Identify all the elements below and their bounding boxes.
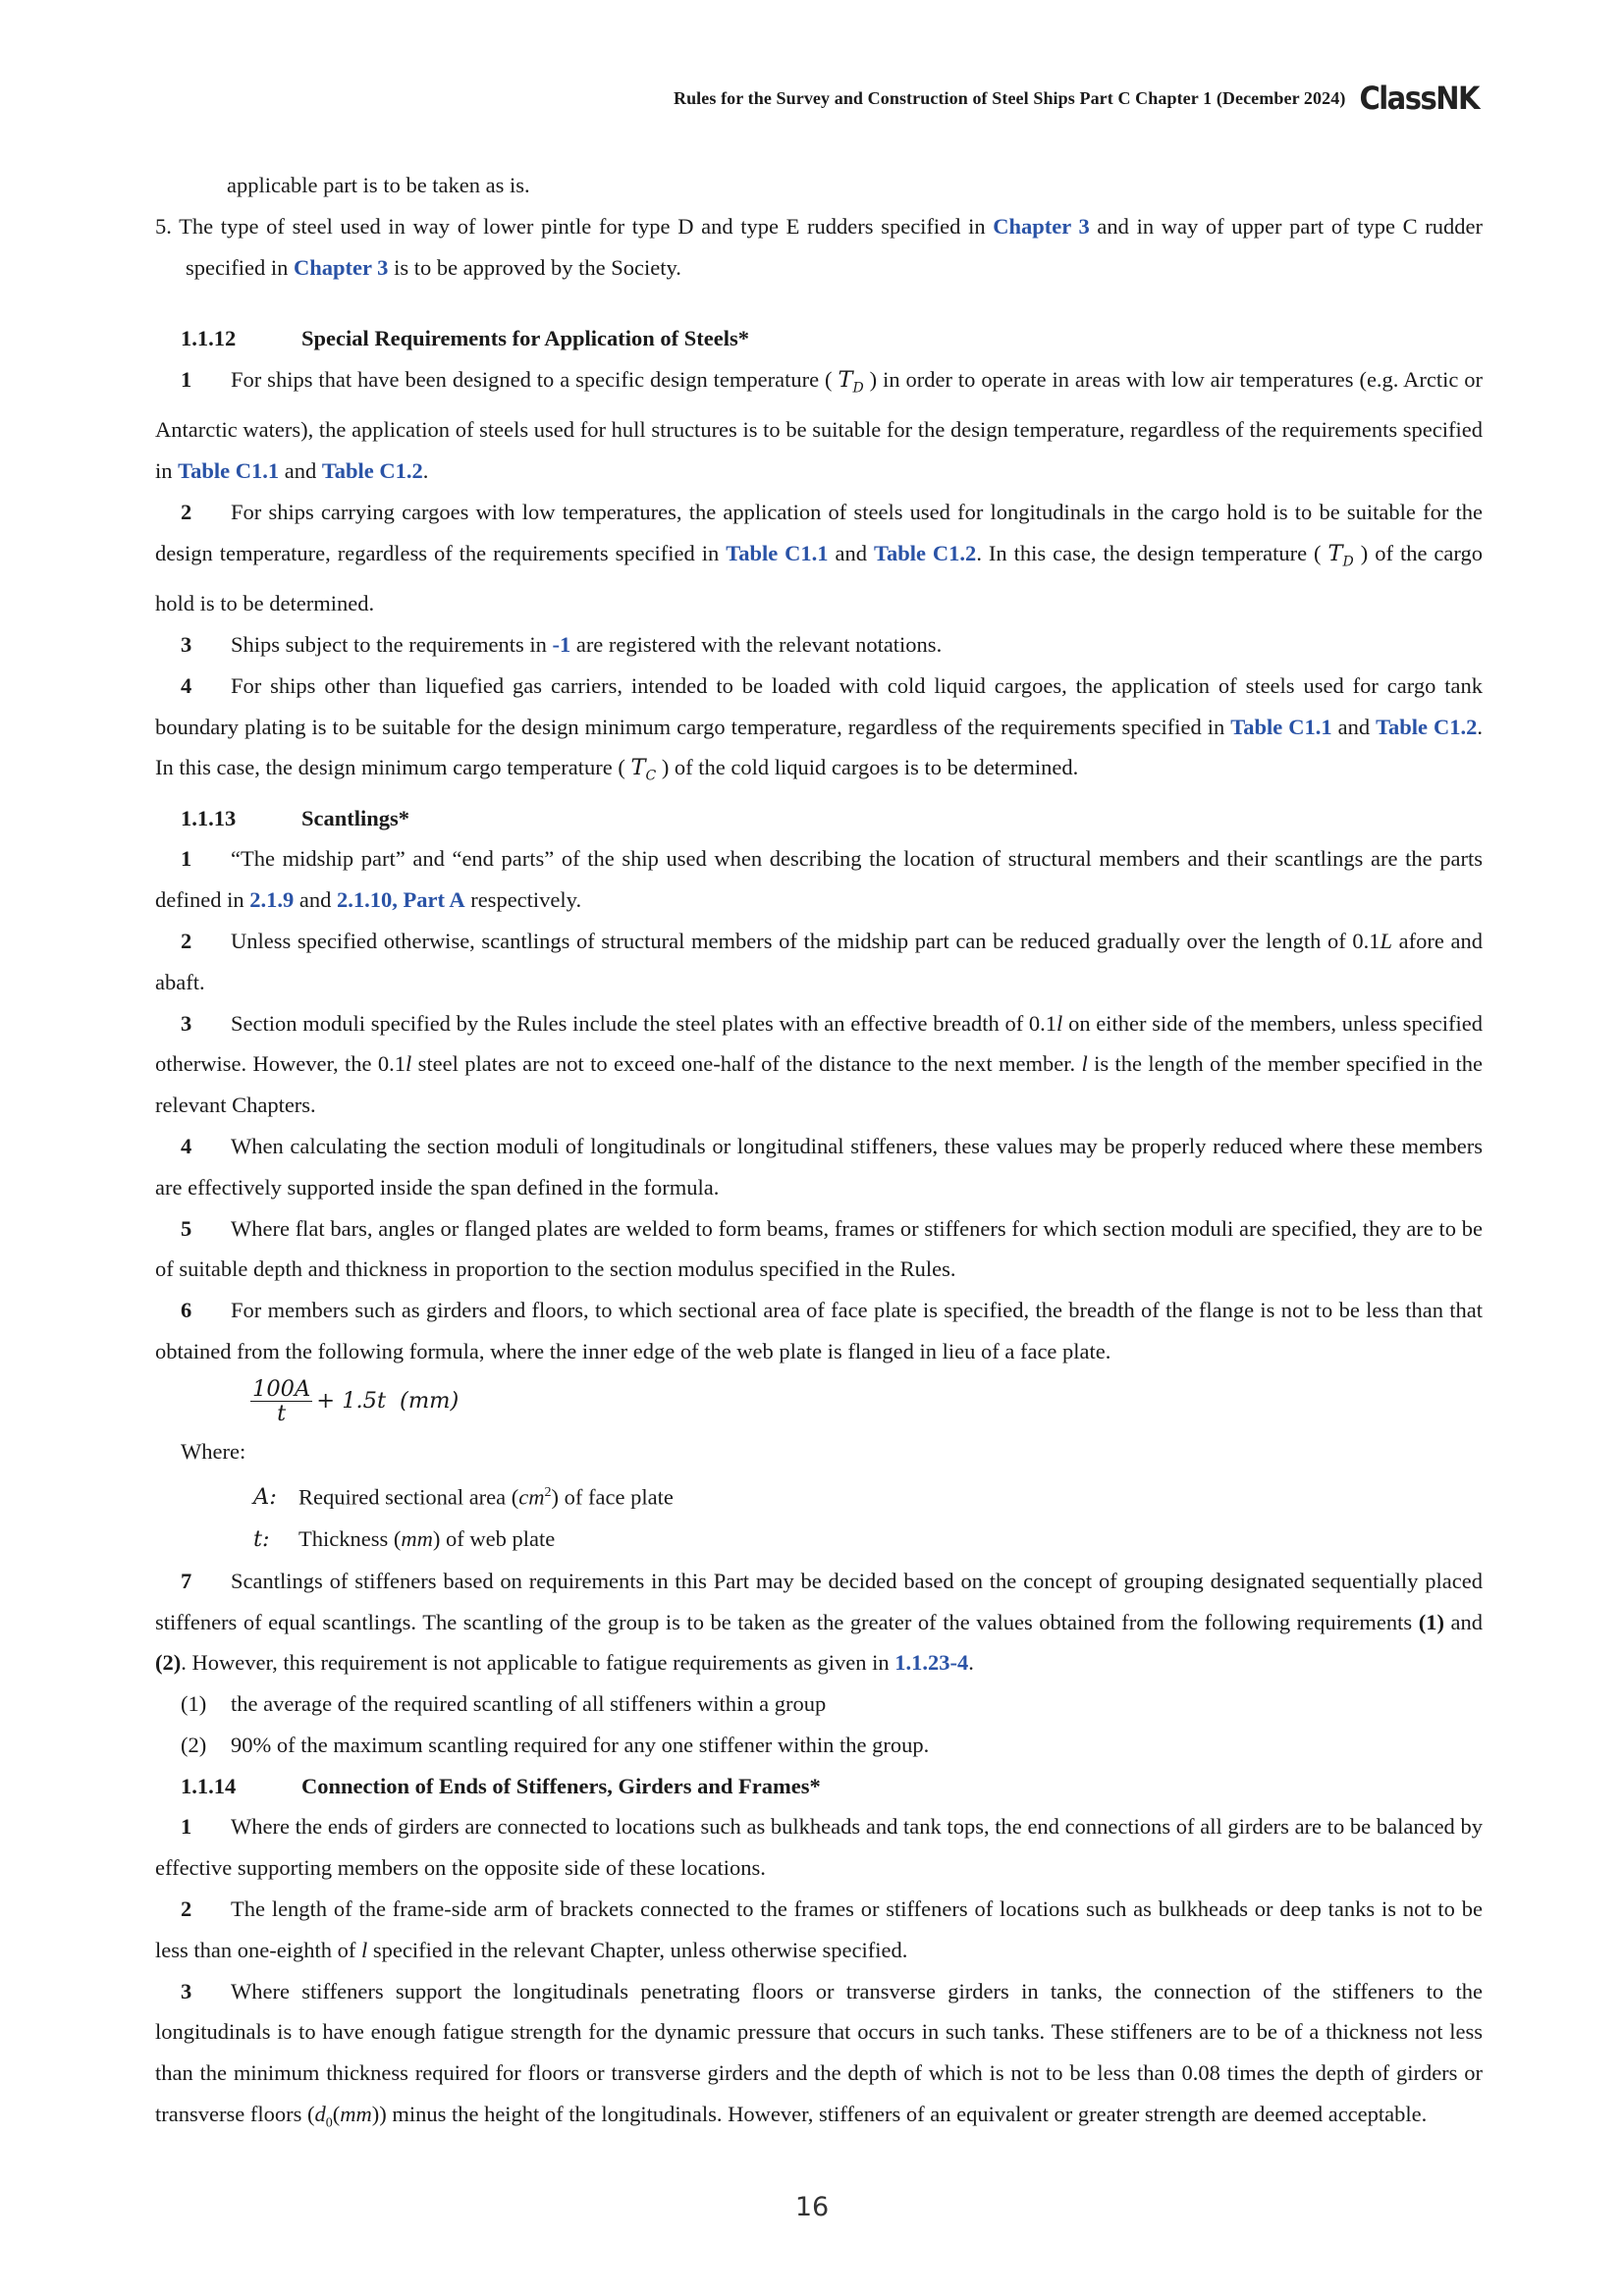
s1113-paragraph-4: 4 When calculating the section moduli of longitudinals or longitudinal stiffeners, these values may be properly reduced where these members are effectively supported inside the span defined in the formula. xyxy=(155,1134,1483,1200)
link-table-c1-1[interactable]: Table C1.1 xyxy=(178,458,280,484)
continuation-line: applicable part is to be taken as is. xyxy=(227,173,530,197)
link-table-c1-1[interactable]: Table C1.1 xyxy=(726,540,829,565)
header-title: Rules for the Survey and Construction of Steel Ships Part C Chapter 1 (December 2024) xyxy=(673,87,1346,108)
link-table-c1-2[interactable]: Table C1.2 xyxy=(1376,714,1478,739)
link-2-1-10-part-a[interactable]: 2.1.10, Part A xyxy=(336,887,465,913)
link-1-1-23-4[interactable]: 1.1.23-4 xyxy=(894,1650,969,1676)
s1112-paragraph-2: 2 For ships carrying cargoes with low temperatures, the application of steels used for longitudinals in the cargo hold is to be suitable for the design temperature, regardless of the requirements specified in Table C1.1 and Table C1.2. In this case, the design temperature ( $T_D$ ) of the cargo hold is to be determined. xyxy=(155,500,1483,616)
where-label: Where: xyxy=(181,1438,246,1464)
link-chapter-3-second[interactable]: Chapter 3 xyxy=(293,254,389,280)
s1113-paragraph-1: 1 “The midship part” and “end parts” of the ship used when describing the location of structural members and their scantlings are the parts defined in 2.1.9 and 2.1.10, Part A respectively. xyxy=(155,846,1483,913)
s1113-paragraph-2: 2 Unless specified otherwise, scantlings of structural members of the midship part can be reduced gradually over the length of 0.1L afore and abaft. xyxy=(155,929,1483,994)
link-table-c1-2[interactable]: Table C1.2 xyxy=(874,540,977,565)
section-heading-1-1-12: 1.1.12 Special Requirements for Application of Steels* xyxy=(181,326,750,351)
s1114-paragraph-3: 3 Where stiffeners support the longitudinals penetrating floors or transverse girders in tanks, the connection of the stiffeners to the longitudinals is to have enough fatigue strength for the dynamic pressure that occurs in such tanks. These stiffeners are to be of a thickness not less than the minimum thickness required for floors or transverse girders and the depth of which is not to be less than 0.08 times the depth of girders or transverse floors $(d_0(mm))$ minus the height of the longitudinals. However, stiffeners of an equivalent or greater strength are deemed acceptable. xyxy=(155,1978,1483,2131)
s1112-paragraph-1: 1 For ships that have been designed to a specific design temperature ( $T_D$ ) in order to operate in areas with low air temperatures (e.g. Arctic or Antarctic waters), the application of steels used for hull structures is to be suitable for the design temperature, regardless of the requirements specified in Table C1.1 and Table C1.2. xyxy=(155,367,1484,484)
page-number: 16 xyxy=(794,2192,830,2222)
link-table-c1-2[interactable]: Table C1.2 xyxy=(321,458,423,484)
link-paragraph-1[interactable]: -1 xyxy=(552,631,571,657)
link-2-1-9[interactable]: 2.1.9 xyxy=(249,887,295,913)
classnk-logo: ClassNK xyxy=(1359,80,1479,117)
s1114-paragraph-2: 2 The length of the frame-side arm of brackets connected to the frames or stiffeners of locations such as bulkheads or deep tanks is not to be less than one-eighth of l specified in the relevant Chapter, unless otherwise specified. xyxy=(155,1896,1483,1962)
definition-a: A: Required sectional area $(cm^2)$ of face plate xyxy=(253,1484,674,1511)
s1113-paragraph-5: 5 Where flat bars, angles or flanged plates are welded to form beams, frames or stiffeners for which section moduli are specified, they are to be of suitable depth and thickness in proportion to the section modulus specified in the Rules. xyxy=(155,1215,1483,1282)
s1114-paragraph-1: 1 Where the ends of girders are connected to locations such as bulkheads and tank tops, the end connections of all girders are to be balanced by effective supporting members on the opposite side of these locations. xyxy=(155,1814,1483,1881)
formula-fraction: $\frac{100A}{t}$ xyxy=(252,1376,311,1427)
paragraph-5: 5. The type of steel used in way of lower pintle for type D and type E rudders specified in Chapter 3 and in way of upper part of type C rudder specified in Chapter 3 is to be approved by the Society. xyxy=(155,213,1484,280)
section-heading-1-1-14: 1.1.14 Connection of Ends of Stiffeners, Girders and Frames* xyxy=(181,1773,821,1798)
definition-t: t: Thickness (mm) of web plate xyxy=(253,1525,556,1552)
list-item-1: (1) the average of the required scantling of all stiffeners within a group xyxy=(181,1691,827,1717)
s1112-paragraph-3: 3 Ships subject to the requirements in -1 are registered with the relevant notations. xyxy=(181,631,943,657)
page-body xyxy=(155,165,1483,2144)
flange-breadth-formula: $\frac{100A}{t}$ + 1.5t (mm) xyxy=(252,1376,460,1427)
s1112-paragraph-4: 4 For ships other than liquefied gas carriers, intended to be loaded with cold liquid cargoes, the application of steels used for cargo tank boundary plating is to be suitable for the design minimum cargo temperature, regardless of the requirements specified in Table C1.1 and Table C1.2. In this case, the design minimum cargo temperature ( $T_C$ ) of the cold liquid cargoes is to be determined. xyxy=(155,672,1484,784)
link-table-c1-1[interactable]: Table C1.1 xyxy=(1230,714,1332,739)
list-item-2: (2) 90% of the maximum scantling required for any one stiffener within the group. xyxy=(181,1732,930,1757)
s1113-paragraph-7: 7 Scantlings of stiffeners based on requirements in this Part may be decided based on the concept of grouping designated sequentially placed stiffeners of equal scantlings. The scantling of the group is to be taken as the greater of the values obtained from the following requirements (1) and (2). However, this requirement is not applicable to fatigue requirements as given in 1.1.23-4. xyxy=(155,1568,1484,1676)
spacer xyxy=(155,288,1483,318)
s1113-paragraph-6: 6 For members such as girders and floors, to which sectional area of face plate is specified, the breadth of the flange is not to be less than that obtained from the following formula, where the inner edge of the web plate is flanged in lieu of a face plate. xyxy=(155,1298,1483,1364)
link-chapter-3[interactable]: Chapter 3 xyxy=(993,213,1090,239)
s1113-paragraph-3: 3 Section moduli specified by the Rules include the steel plates with an effective breadth of 0.1l on either side of the members, unless specified otherwise. However, the 0.1l steel plates are not to exceed one-half of the distance to the next member. l is the length of the member specified in the relevant Chapters. xyxy=(155,1010,1483,1118)
section-heading-1-1-13: 1.1.13 Scantlings* xyxy=(181,805,410,830)
page-header xyxy=(674,79,1479,118)
